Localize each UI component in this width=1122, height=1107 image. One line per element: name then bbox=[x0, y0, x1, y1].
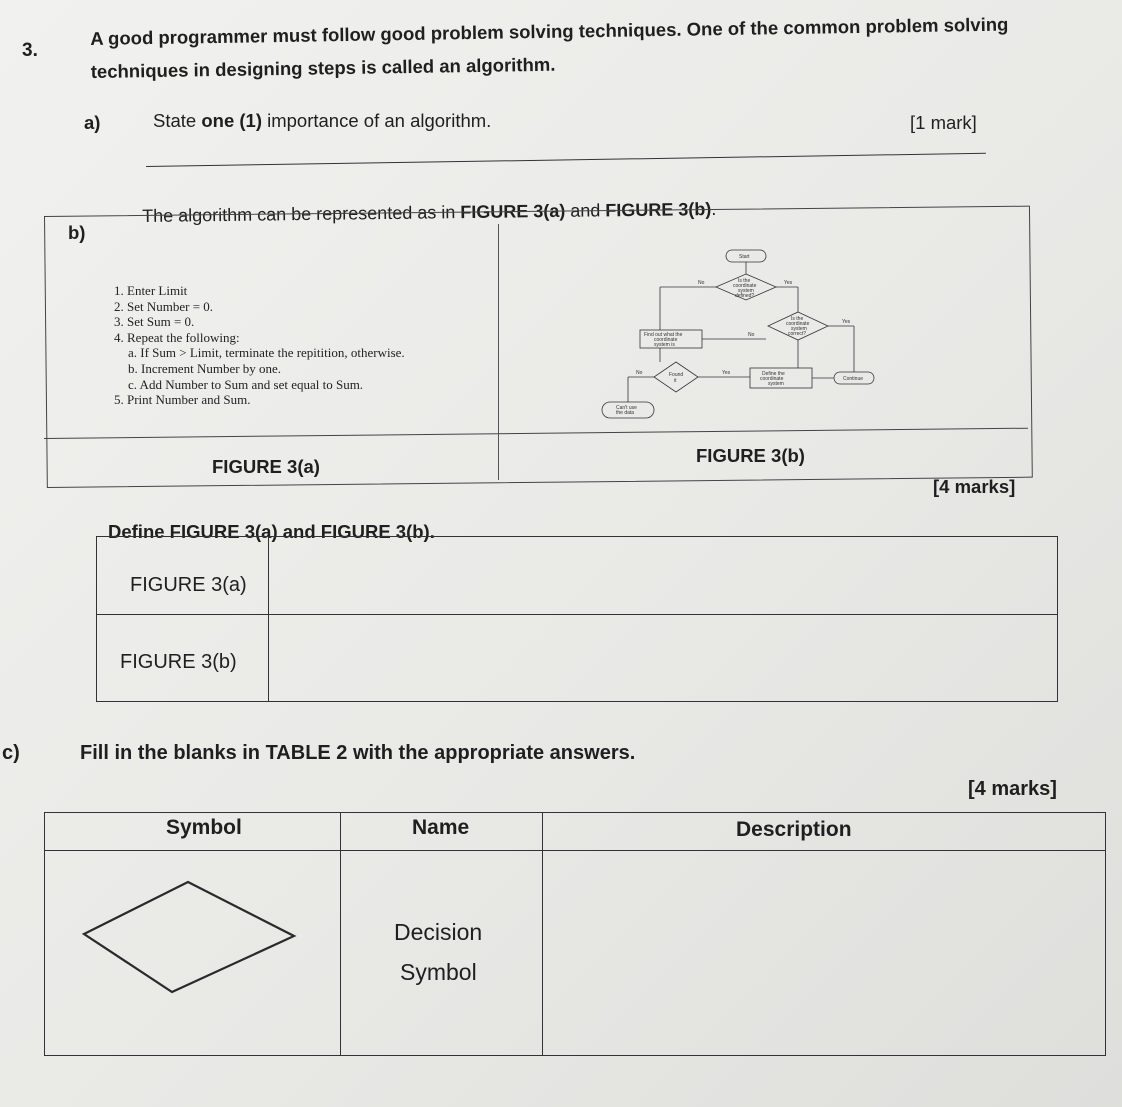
flow-yes-label: Yes bbox=[784, 280, 793, 286]
flow-process-1-line: coordinate bbox=[654, 337, 678, 343]
algorithm-step: 3. Set Sum = 0. bbox=[114, 314, 195, 330]
flow-process-2-line: coordinate bbox=[760, 376, 784, 382]
flow-decision-2-line: system bbox=[791, 326, 807, 332]
define-answer-field[interactable] bbox=[290, 651, 1030, 675]
part-b-text-bold2: FIGURE 3(b) bbox=[605, 199, 712, 221]
header-symbol: Symbol bbox=[166, 816, 242, 839]
part-b-label: b) bbox=[68, 222, 86, 243]
part-a-label: a) bbox=[84, 112, 101, 133]
part-b-text-mid: and bbox=[565, 200, 606, 221]
flow-decision-3-line: it bbox=[674, 378, 677, 384]
question-number: 3. bbox=[22, 40, 38, 61]
name-line: Symbol bbox=[400, 959, 477, 985]
flow-continue-label: Continue bbox=[843, 376, 864, 382]
part-a-text-bold: one (1) bbox=[201, 110, 262, 131]
part-c-text-prefix: Fill in the blanks in bbox=[80, 742, 266, 764]
part-a-answer-line[interactable] bbox=[146, 153, 986, 167]
algorithm-step: 5. Print Number and Sum. bbox=[114, 392, 251, 408]
name-line: Decision bbox=[394, 919, 483, 945]
flow-no-label: No bbox=[698, 280, 705, 286]
intro-line-1: A good programmer must follow good problem solving techniques. One of the common problem solving bbox=[90, 13, 1009, 49]
part-b-text-bold: FIGURE 3(a) bbox=[460, 200, 566, 223]
flow-end-line: Can't use bbox=[616, 405, 637, 411]
flow-process-2-line: system bbox=[768, 381, 784, 387]
part-a-question bbox=[153, 110, 491, 132]
define-table bbox=[96, 536, 1058, 702]
algorithm-step: 1. Enter Limit bbox=[114, 283, 188, 298]
flow-start-label: Start bbox=[739, 254, 750, 260]
flow-decision-2-line: correct? bbox=[788, 331, 807, 337]
define-row-label: FIGURE 3(a) bbox=[130, 574, 247, 596]
define-answer-field[interactable] bbox=[290, 574, 1030, 598]
part-b-text-prefix: The algorithm can be represented as in bbox=[142, 202, 461, 226]
part-c-text-bold: TABLE 2 bbox=[265, 742, 348, 764]
flow-process-1-line: system is bbox=[654, 342, 675, 348]
flow-yes-label: Yes bbox=[722, 370, 731, 376]
algorithm-step: a. If Sum > Limit, terminate the repitition, otherwise. bbox=[128, 345, 405, 361]
algorithm-steps bbox=[114, 283, 405, 408]
intro-line-2: techniques in designing steps is called an algorithm. bbox=[90, 53, 556, 82]
header-description: Description bbox=[736, 818, 852, 841]
flow-decision-1-line: coordinate bbox=[733, 283, 757, 289]
figure-3b-caption: FIGURE 3(b) bbox=[696, 445, 805, 466]
algorithm-step: c. Add Number to Sum and set equal to Sum. bbox=[128, 376, 364, 392]
description-answer-field[interactable] bbox=[560, 880, 1080, 910]
algorithm-step: 4. Repeat the following: bbox=[114, 329, 240, 345]
part-a-marks: [1 mark] bbox=[910, 112, 977, 133]
flow-decision-3-line: Found bbox=[669, 372, 684, 378]
flow-end-line: the data bbox=[616, 410, 635, 416]
part-c-question bbox=[80, 742, 635, 765]
figure-divider bbox=[498, 224, 499, 480]
table-row-name bbox=[394, 912, 534, 992]
algorithm-step: b. Increment Number by one. bbox=[128, 360, 282, 376]
flow-decision-2-line: coordinate bbox=[786, 321, 810, 327]
part-c-text-suffix: with the appropriate answers. bbox=[347, 742, 636, 764]
flow-decision-1-line: system bbox=[738, 288, 754, 294]
flow-no-label: No bbox=[636, 370, 643, 376]
flow-decision-2-line: Is the bbox=[791, 316, 804, 322]
define-prompt: Define FIGURE 3(a) and FIGURE 3(b). bbox=[108, 521, 435, 542]
flow-decision-1-line: Is the bbox=[738, 278, 751, 284]
part-c-marks: [4 marks] bbox=[968, 778, 1057, 800]
part-a-text-prefix: State bbox=[153, 110, 202, 131]
define-row-label: FIGURE 3(b) bbox=[120, 651, 237, 673]
flow-yes-label: Yes bbox=[842, 319, 851, 325]
figure-3a-caption: FIGURE 3(a) bbox=[212, 456, 320, 477]
algorithm-step: 2. Set Number = 0. bbox=[114, 298, 214, 314]
flow-no-label: No bbox=[748, 332, 755, 338]
part-c-label: c) bbox=[2, 742, 20, 764]
part-a-text-suffix: importance of an algorithm. bbox=[261, 110, 492, 131]
part-b-marks: [4 marks] bbox=[933, 476, 1016, 497]
flow-decision-1-line: defined? bbox=[735, 293, 755, 299]
flowchart bbox=[598, 244, 878, 436]
header-name: Name bbox=[412, 816, 470, 839]
question-intro bbox=[90, 8, 1009, 88]
part-b-text-suffix: . bbox=[711, 198, 717, 220]
flow-process-1-line: Find out what the bbox=[644, 332, 683, 338]
diamond-icon bbox=[78, 876, 304, 1000]
flow-process-2-line: Define the bbox=[762, 371, 785, 377]
